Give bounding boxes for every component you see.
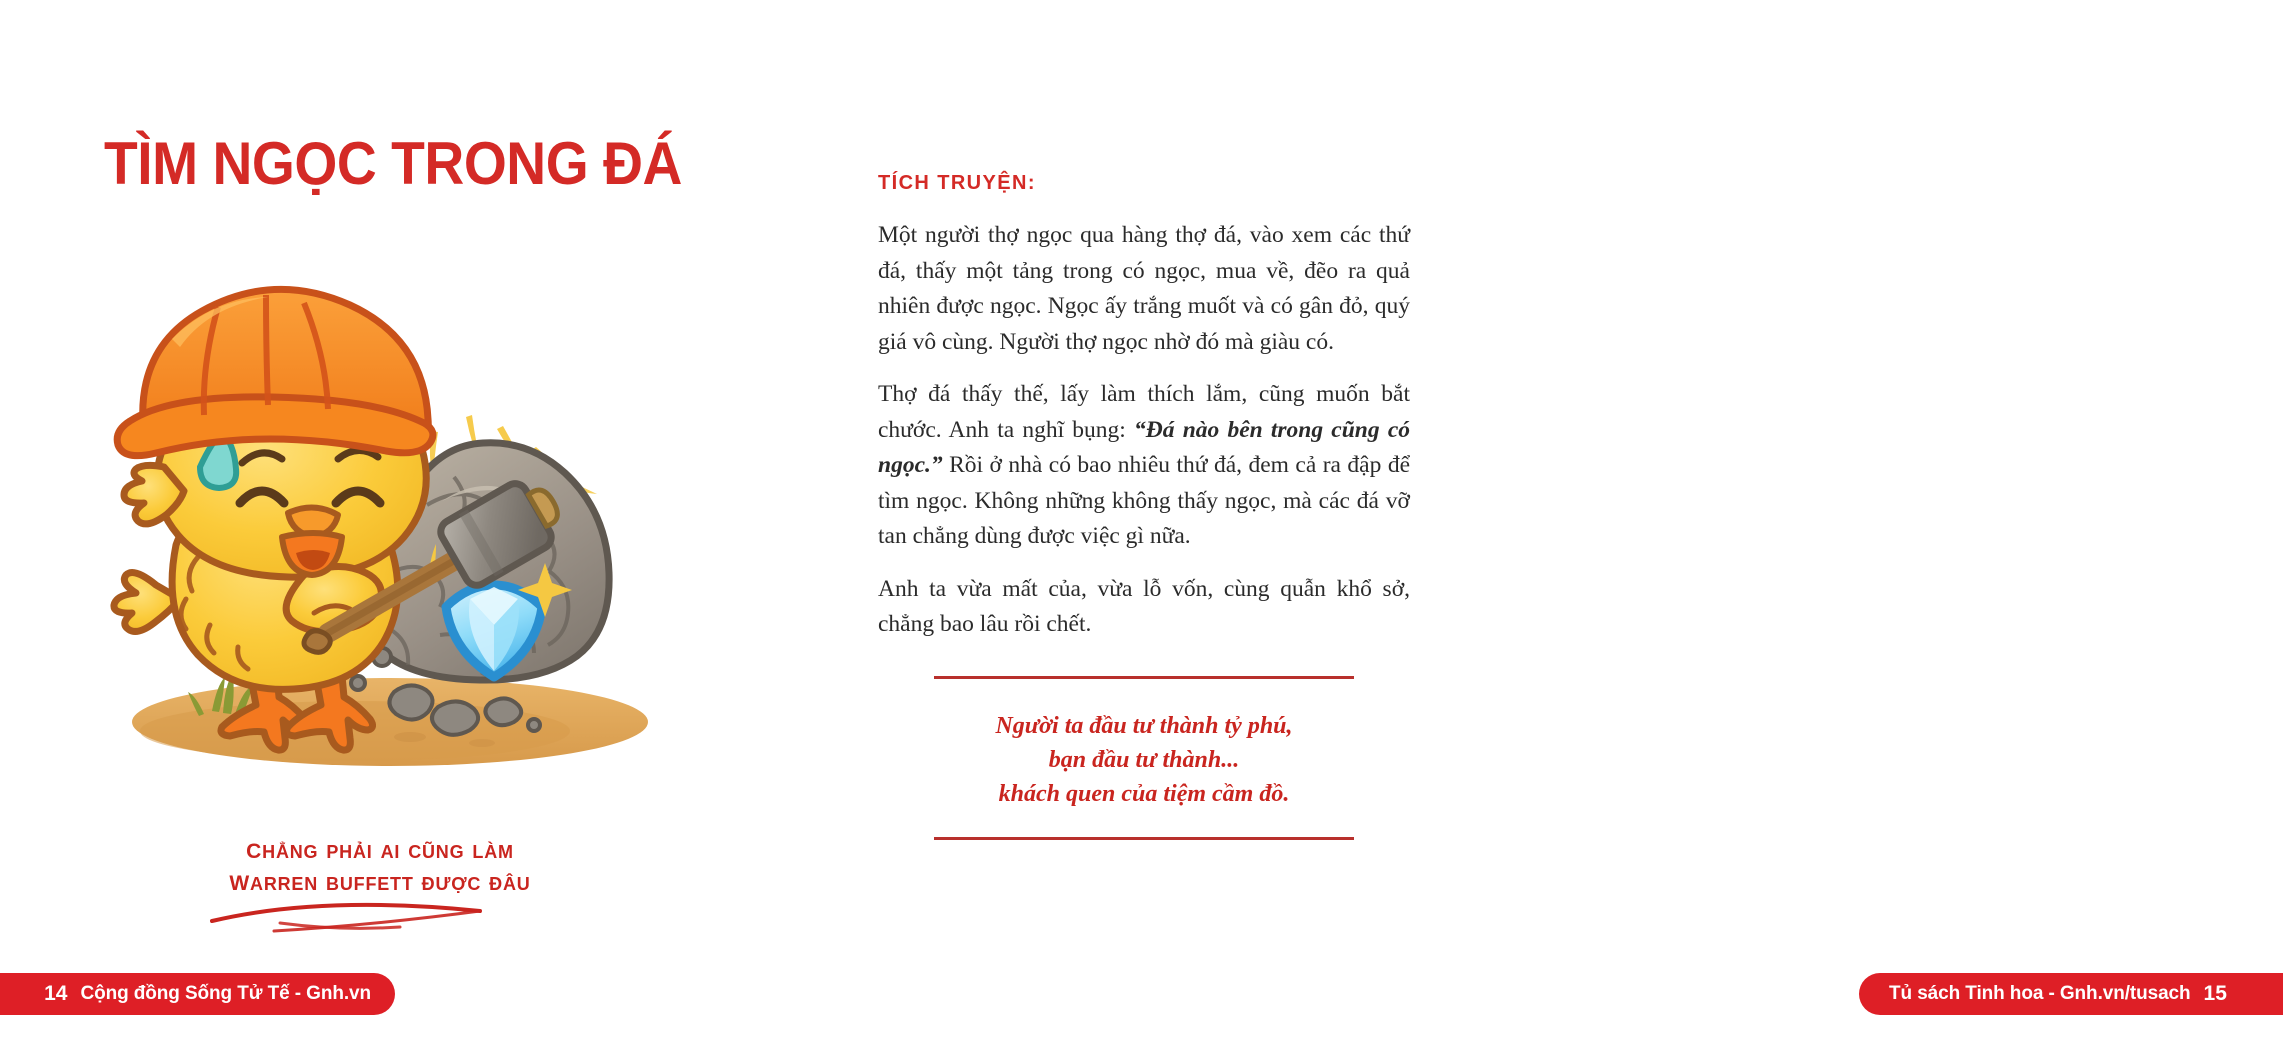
page-title: TÌM NGỌC TRONG ĐÁ: [104, 130, 682, 197]
paragraph-2-after: Rồi ở nhà có bao nhiêu thứ đá, đem cả ra đập để tìm ngọc. Không những không thấy ngọc, mà các đá vỡ tan chẳng dùng được việc gì nữa.: [878, 452, 1410, 549]
left-page: [0, 0, 754, 1055]
caption-line-2: warren buffett được đâu: [229, 864, 531, 897]
pullquote-line-1: Người ta đầu tư thành tỷ phú,: [995, 713, 1293, 739]
footer-right: [1859, 973, 2283, 1015]
story-body: [878, 218, 1410, 643]
footer-left: [0, 973, 395, 1015]
footer-text-left: Cộng đồng Sống Tử Tế - Gnh.vn: [80, 983, 371, 1004]
chick-beak: [282, 507, 342, 575]
pullquote-line-3: khách quen của tiệm cầm đồ.: [998, 781, 1290, 807]
paragraph-2-before: Thợ đá thấy thế, lấy làm thích lắm, cũng muốn bắt chước. Anh ta nghĩ bụng:: [878, 381, 1410, 443]
pullquote-lines: [934, 679, 1354, 837]
paragraph-1: [878, 218, 1410, 360]
caption-block: [100, 833, 660, 933]
page-number-right: 15: [2203, 982, 2227, 1005]
paragraph-3: [878, 572, 1410, 643]
underline-swoosh-icon: [100, 899, 660, 933]
paragraph-3-text: Anh ta vừa mất của, vừa lỗ vốn, cùng quẫn khổ sở, chẳng bao lâu rồi chết.: [878, 575, 1410, 637]
hard-hat: [117, 289, 433, 455]
pullquote-rule-bottom: [934, 837, 1354, 840]
story-illustration: [90, 255, 690, 800]
pullquote-block: [934, 676, 1354, 840]
caption-line-1: chẳng phải ai cũng làm: [246, 832, 514, 865]
paragraph-2: [878, 377, 1410, 555]
ground-patch: [132, 678, 648, 766]
section-label: TÍCH TRUYỆN:: [878, 172, 1036, 194]
paragraph-1-text: Một người thợ ngọc qua hàng thợ đá, vào xem các thứ đá, thấy một tảng trong có ngọc, mua về, đẽo ra quả nhiên được ngọc. Ngọc ấy trắng muốt và có gân đỏ, quý giá vô cùng. Người thợ ngọc nhờ đó mà giàu có.: [878, 222, 1410, 355]
page-number-left: 14: [44, 982, 68, 1005]
right-page: [754, 0, 2227, 1055]
paragraph-2-quote: “Đá nào bên trong cũng có ngọc.”: [878, 416, 1410, 478]
pullquote-line-2: bạn đầu tư thành...: [1048, 747, 1240, 773]
footer-text-right: Tủ sách Tinh hoa - Gnh.vn/tusach: [1889, 983, 2191, 1004]
